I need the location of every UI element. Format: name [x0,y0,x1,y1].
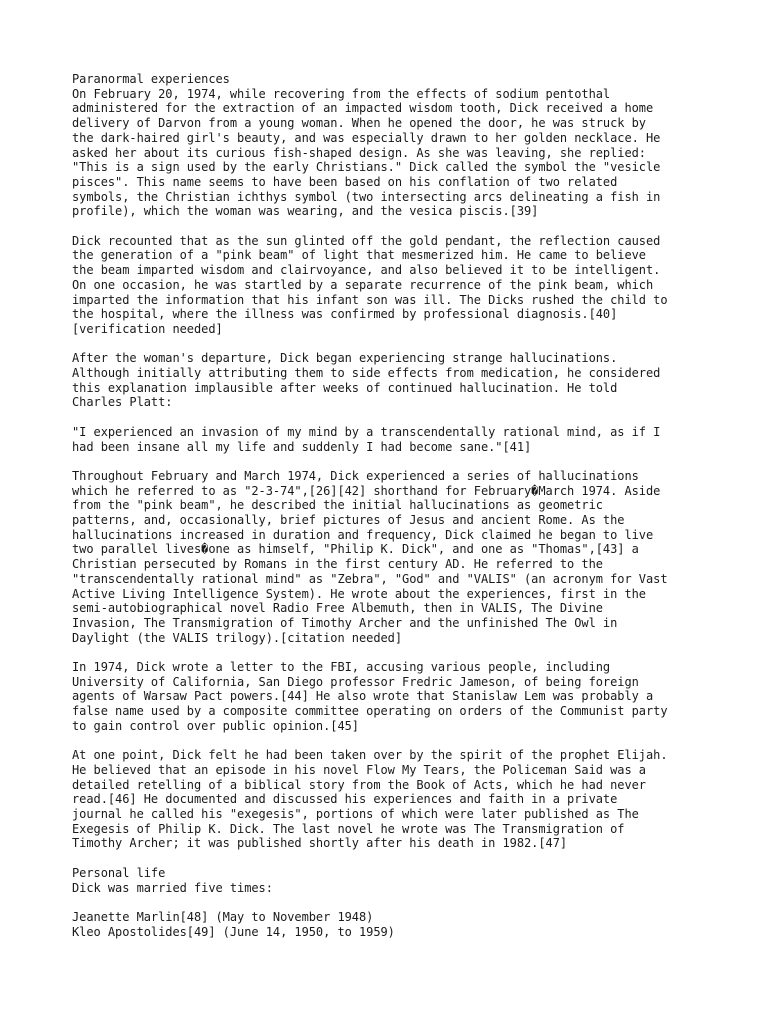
text-line: semi-autobiographical novel Radio Free Albemuth, then in VALIS, The Divine [72,601,603,616]
paragraph [72,234,712,337]
text-line: to gain control over public opinion.[45] [72,718,359,733]
text-line: On February 20, 1974, while recovering from the effects of sodium pentothal [72,86,611,101]
text-line: At one point, Dick felt he had been taken over by the spirit of the prophet Elijah. [72,748,668,763]
text-line: After the woman's departure, Dick began experiencing strange hallucinations. [72,351,618,366]
text-line: imparted the information that his infant son was ill. The Dicks rushed the child to [72,292,668,307]
paragraph [72,469,712,645]
text-line: pisces". This name seems to have been based on his conflation of two related [72,174,618,189]
text-line: Timothy Archer; it was published shortly after his death in 1982.[47] [72,836,568,851]
text-line: Jeanette Marlin[48] (May to November 1948) [72,909,374,924]
paragraph [72,425,712,454]
text-line: "This is a sign used by the early Christians." Dick called the symbol the "vesicle [72,160,661,175]
text-line: Kleo Apostolides[49] (June 14, 1950, to 1959) [72,924,395,939]
text-line: Daylight (the VALIS trilogy).[citation needed] [72,630,403,645]
text-line: Invasion, The Transmigration of Timothy Archer and the unfinished The Owl in [72,615,618,630]
text-line: Christian persecuted by Romans in the first century AD. He referred to the [72,557,603,572]
text-line: the dark-haired girl's beauty, and was especially drawn to her golden necklace. He [72,130,661,145]
text-line: Personal life [72,865,166,880]
text-line: the beam imparted wisdom and clairvoyance, and also believed it to be intelligent. [72,263,661,278]
text-line: patterns, and, occasionally, brief pictures of Jesus and ancient Rome. As the [72,513,625,528]
text-line: Exegesis of Philip K. Dick. The last novel he wrote was The Transmigration of [72,821,625,836]
text-line: read.[46] He documented and discussed his experiences and faith in a private [72,792,618,807]
text-line: false name used by a composite committee operating on orders of the Communist party [72,704,668,719]
text-line: Although initially attributing them to side effects from medication, he considered [72,366,661,381]
text-line: "I experienced an invasion of my mind by a transcendentally rational mind, as if I [72,424,661,439]
text-line: this explanation implausible after weeks of continued hallucination. He told [72,380,618,395]
text-line: asked her about its curious fish-shaped design. As she was leaving, she replied: [72,145,646,160]
text-line: [verification needed] [72,321,223,336]
text-line: He believed that an episode in his novel Flow My Tears, the Policeman Said was a [72,762,646,777]
text-line: Active Living Intelligence System). He wrote about the experiences, first in the [72,586,646,601]
text-line: journal he called his "exegesis", portions of which were later published as The [72,807,639,822]
text-line: Dick was married five times: [72,880,273,895]
text-line: Throughout February and March 1974, Dick experienced a series of hallucinations [72,468,639,483]
text-line: University of California, San Diego professor Fredric Jameson, of being foreign [72,674,639,689]
text-line: which he referred to as "2-3-74",[26][42] shorthand for February�March 1974. Aside [72,483,661,498]
text-line: had been insane all my life and suddenly I had become sane."[41] [72,439,532,454]
text-line: two parallel lives�one as himself, "Philip K. Dick", and one as "Thomas",[43] a [72,542,639,557]
text-line: from the "pink beam", he described the initial hallucinations as geometric [72,498,603,513]
text-line: administered for the extraction of an impacted wisdom tooth, Dick received a home [72,101,654,116]
text-line: Paranormal experiences [72,72,230,86]
text-line: agents of Warsaw Pact powers.[44] He also wrote that Stanislaw Lem was probably a [72,689,654,704]
text-line: Charles Platt: [72,395,173,410]
paragraph [72,660,712,734]
text-line: In 1974, Dick wrote a letter to the FBI, accusing various people, including [72,660,611,675]
paragraph [72,866,712,895]
text-line: "transcendentally rational mind" as "Zebra", "God" and "VALIS" (an acronym for Vast [72,571,668,586]
paragraph [72,910,712,939]
text-line: the hospital, where the illness was confirmed by professional diagnosis.[40] [72,307,618,322]
text-line: the generation of a "pink beam" of light that mesmerized him. He came to believe [72,248,646,263]
text-line: hallucinations increased in duration and frequency, Dick claimed he began to live [72,527,654,542]
text-line: Dick recounted that as the sun glinted off the gold pendant, the reflection caused [72,233,661,248]
text-line: profile), which the woman was wearing, and the vesica piscis.[39] [72,204,539,219]
text-line: On one occasion, he was startled by a separate recurrence of the pink beam, which [72,277,654,292]
text-line: detailed retelling of a biblical story from the Book of Acts, which he had never [72,777,646,792]
text-line: delivery of Darvon from a young woman. When he opened the door, he was struck by [72,116,646,131]
document-page [72,72,712,954]
text-line: symbols, the Christian ichthys symbol (two intersecting arcs delineating a fish in [72,189,661,204]
paragraph [72,72,712,219]
paragraph [72,351,712,410]
paragraph [72,748,712,851]
